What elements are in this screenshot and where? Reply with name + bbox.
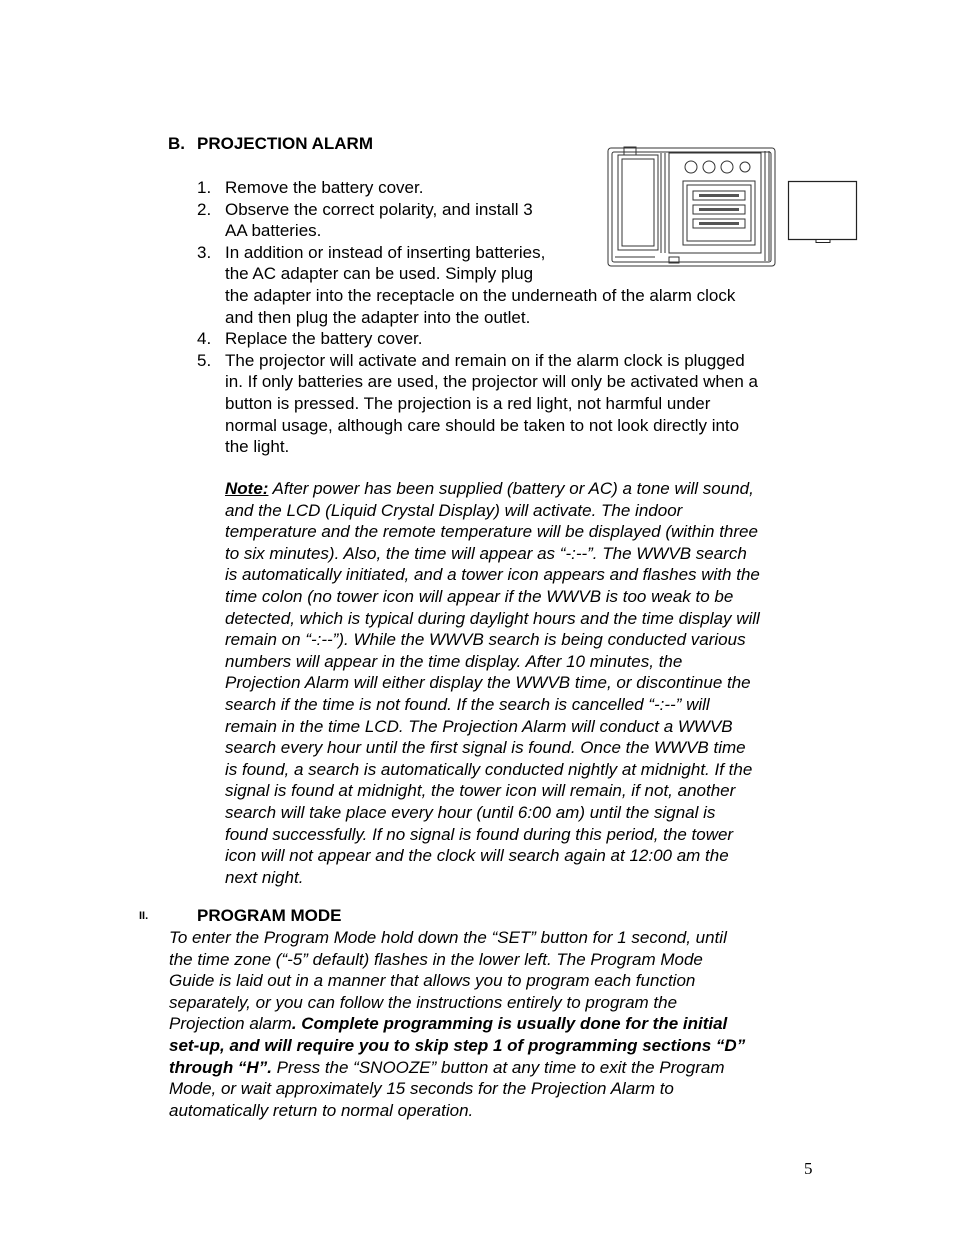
list-item-line: The projector will activate and remain on if the alarm clock is plugged bbox=[225, 350, 745, 370]
battery-compartment-diagram bbox=[607, 145, 777, 268]
list-number: 4. bbox=[197, 329, 212, 349]
list-item-line: In addition or instead of inserting batteries, bbox=[225, 242, 546, 262]
note-text: After power has been supplied (battery or AC) a tone will sound, bbox=[268, 479, 754, 498]
section-letter: B. bbox=[168, 134, 185, 153]
note-line: Projection Alarm will either display the WWVB time, or discontinue the bbox=[225, 673, 751, 693]
note-line: icon will not appear and the clock will search again at 12:00 am the bbox=[225, 846, 729, 866]
list-item-line: Observe the correct polarity, and install 3 bbox=[225, 199, 533, 219]
body-text: automatically return to normal operation. bbox=[169, 1100, 474, 1120]
program-mode-line bbox=[169, 1078, 674, 1100]
list-item-line: AA batteries. bbox=[225, 221, 322, 241]
note-line: signal is found at midnight, the tower icon will remain, if not, another bbox=[225, 781, 736, 801]
note-line: numbers will appear in the time display. After 10 minutes, the bbox=[225, 651, 683, 671]
note-line: remain in the time LCD. The Projection Alarm will conduct a WWVB bbox=[225, 716, 733, 736]
program-mode-title: PROGRAM MODE bbox=[197, 906, 342, 925]
list-number: 1. bbox=[197, 178, 212, 197]
battery-cover-diagram bbox=[787, 180, 859, 246]
note-first-line bbox=[225, 478, 754, 500]
list-number: 3. bbox=[197, 242, 212, 262]
list-item-line: normal usage, although care should be taken to not look directly into bbox=[225, 415, 740, 435]
program-mode-line bbox=[169, 970, 695, 992]
note-line: search every hour until the first signal is found. Once the WWVB time bbox=[225, 738, 746, 758]
program-mode-line bbox=[169, 992, 677, 1014]
list-number: 2. bbox=[197, 199, 212, 219]
emphasis-text: . Complete programming is usually done for the initial bbox=[291, 1014, 728, 1034]
note-line: is automatically initiated, and a tower icon appears and flashes with the bbox=[225, 565, 760, 585]
page-number: 5 bbox=[804, 1159, 813, 1178]
note-line: detected, which is typical during daylight hours and the time display will bbox=[225, 608, 760, 628]
list-item-line: the light. bbox=[225, 437, 290, 457]
program-mode-line bbox=[169, 1035, 745, 1057]
note-line: found successfully. If no signal is found during this period, the tower bbox=[225, 824, 734, 844]
note-line: next night. bbox=[225, 867, 304, 887]
section-title: PROJECTION ALARM bbox=[197, 134, 373, 153]
program-mode-line bbox=[169, 1057, 725, 1079]
note-line: temperature and the remote temperature will be displayed (within three bbox=[225, 522, 758, 542]
body-text: Mode, or wait approximately 15 seconds for the Projection Alarm to bbox=[169, 1079, 674, 1099]
body-text: Guide is laid out in a manner that allows you to program each function bbox=[169, 971, 696, 991]
list-item-line: and then plug the adapter into the outlet. bbox=[225, 307, 531, 327]
body-text: To enter the Program Mode hold down the “SET” button for 1 second, until bbox=[169, 928, 727, 947]
note-line: search will take place every hour (until 6:00 am) until the signal is bbox=[225, 802, 716, 822]
program-mode-line bbox=[169, 927, 727, 949]
program-mode-line bbox=[169, 1100, 473, 1122]
program-mode-line bbox=[169, 949, 703, 971]
list-item-line: in. If only batteries are used, the projector will only be activated when a bbox=[225, 372, 758, 392]
emphasis-text: set-up, and will require you to skip step 1 of programming sections “D” bbox=[169, 1036, 746, 1055]
list-number: 5. bbox=[197, 350, 212, 370]
list-item-line: Remove the battery cover. bbox=[225, 178, 424, 197]
body-text: Press the “SNOOZE” button at any time to exit the Program bbox=[271, 1057, 725, 1077]
body-text: the time zone (“-5” default) flashes in the lower left. The Program Mode bbox=[169, 949, 703, 969]
body-text: Projection alarm bbox=[169, 1014, 292, 1034]
note-line: is found, a search is automatically conducted nightly at midnight. If the bbox=[225, 759, 753, 779]
note-line: time colon (no tower icon will appear if the WWVB is too weak to be bbox=[225, 586, 734, 606]
emphasis-text: through “H”. bbox=[169, 1057, 272, 1077]
list-item-line: the adapter into the receptacle on the underneath of the alarm clock bbox=[225, 286, 736, 305]
note-line: to six minutes). Also, the time will appear as “-:--”. The WWVB search bbox=[225, 543, 747, 563]
list-item-line: Replace the battery cover. bbox=[225, 329, 423, 349]
note-line: search if the time is not found. If the search is cancelled “-:--” will bbox=[225, 694, 710, 714]
list-item-line: button is pressed. The projection is a red light, not harmful under bbox=[225, 394, 711, 413]
program-mode-line bbox=[169, 1013, 727, 1035]
note-line: remain on “-:--”). While the WWVB search is being conducted various bbox=[225, 630, 746, 650]
note-label: Note: bbox=[225, 479, 269, 498]
note-line: and the LCD (Liquid Crystal Display) will activate. The indoor bbox=[225, 500, 683, 520]
section-numeral: II. bbox=[139, 910, 149, 922]
list-item-line: the AC adapter can be used. Simply plug bbox=[225, 264, 534, 284]
body-text: separately, or you can follow the instructions entirely to program the bbox=[169, 992, 678, 1012]
